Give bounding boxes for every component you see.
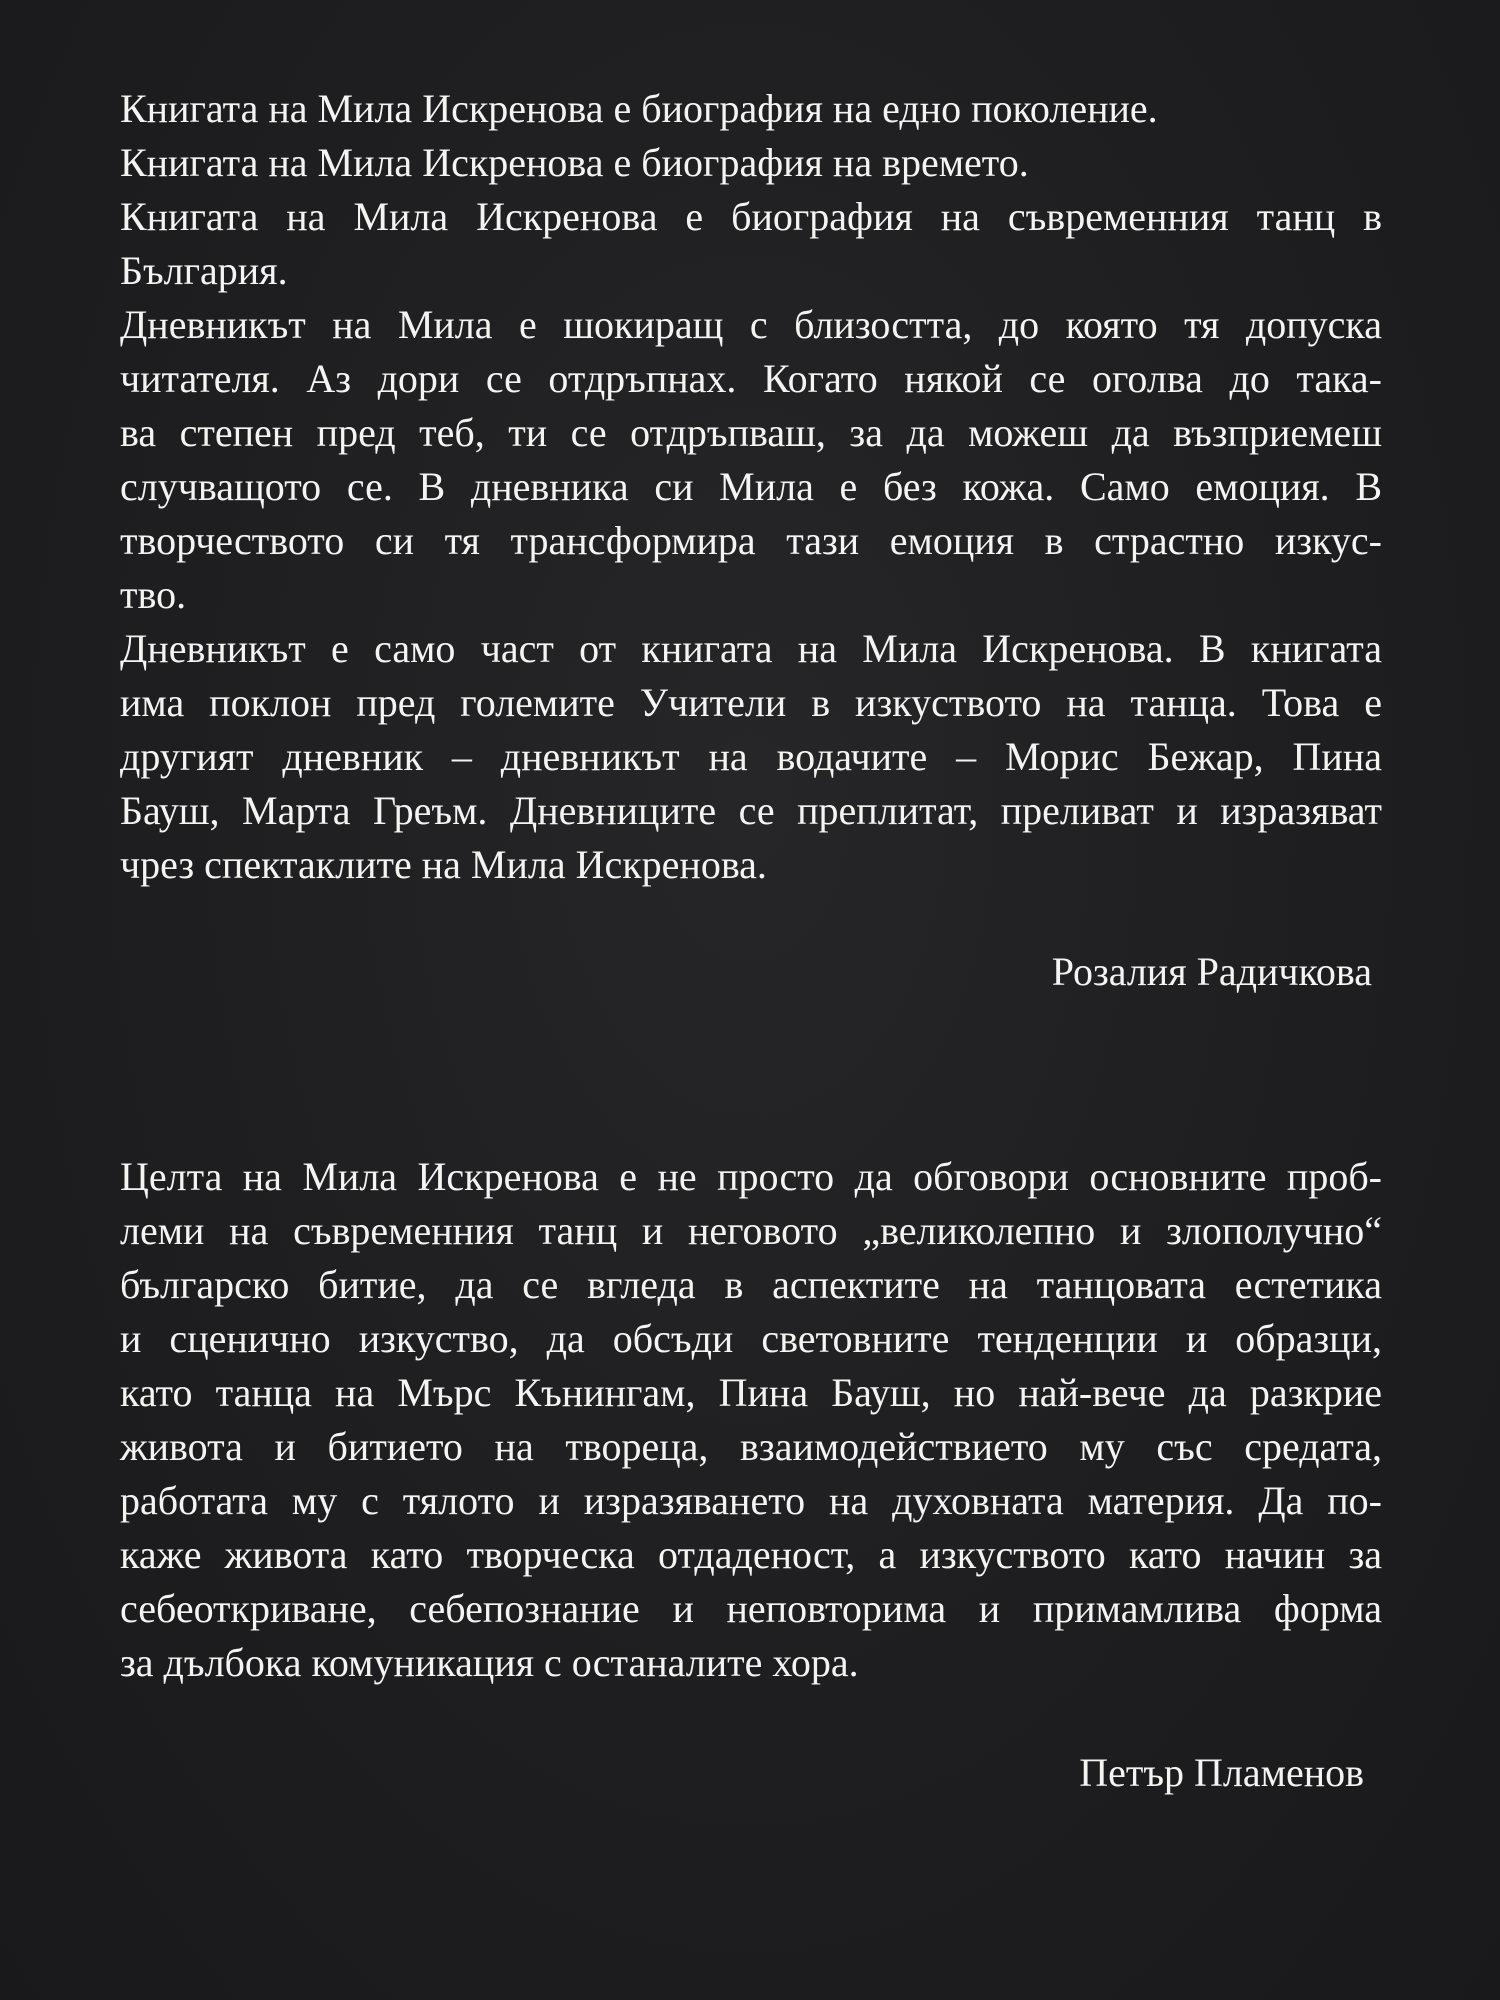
text-line: ва степен пред теб, ти се отдръпваш, за да можеш да възприемеш bbox=[120, 410, 1382, 455]
text-line: Дневникът е само част от книгата на Мила Искренова. В книгата bbox=[120, 626, 1382, 671]
text-line: Книгата на Мила Искренова е биография на едно поколение. bbox=[120, 86, 1158, 131]
text-line: Бауш, Марта Греъм. Дневниците се преплитат, преливат и изразяват bbox=[120, 788, 1382, 833]
text-line: Целта на Мила Искренова е не просто да обговори основните проб- bbox=[120, 1154, 1382, 1199]
review-2-author: Петър Пламенов bbox=[1079, 1750, 1364, 1795]
text-line: работата му с тялото и изразяването на духовната материя. Да по- bbox=[120, 1478, 1382, 1523]
review-2-text bbox=[120, 1150, 1382, 1690]
text-line: Дневникът на Мила е шокиращ с близостта, до която тя допуска bbox=[120, 302, 1382, 347]
text-line: има поклон пред големите Учители в изкуството на танца. Това е bbox=[120, 680, 1382, 725]
text-line: Книгата на Мила Искренова е биография на съвременния танц в bbox=[120, 194, 1382, 239]
text-line: леми на съвременния танц и неговото „великолепно и злополучно“ bbox=[120, 1208, 1382, 1253]
text-line: и сценично изкуство, да обсъди световните тенденции и образци, bbox=[120, 1316, 1382, 1361]
text-line: българско битие, да се вгледа в аспектите на танцовата естетика bbox=[120, 1262, 1382, 1307]
review-1-author: Розалия Радичкова bbox=[1051, 949, 1372, 994]
text-line: другият дневник – дневникът на водачите – Морис Бежар, Пина bbox=[120, 734, 1382, 779]
text-line: случващото се. В дневника си Мила е без кожа. Само емоция. В bbox=[120, 464, 1382, 509]
text-line: себеоткриване, себепознание и неповторима и примамлива форма bbox=[120, 1586, 1382, 1631]
text-line: за дълбока комуникация с останалите хора. bbox=[120, 1640, 859, 1685]
text-line: тво. bbox=[120, 572, 187, 617]
text-line: творчеството си тя трансформира тази емоция в страстно изкус- bbox=[120, 518, 1382, 563]
text-line: каже живота като творческа отдаденост, а изкуството като начин за bbox=[120, 1532, 1382, 1577]
text-line: като танца на Мърс Кънингам, Пина Бауш, но най-вече да разкрие bbox=[120, 1370, 1382, 1415]
text-line: Книгата на Мила Искренова е биография на времето. bbox=[120, 140, 1029, 185]
text-line: живота и битието на твореца, взаимодействието му със средата, bbox=[120, 1424, 1382, 1469]
review-1-text bbox=[120, 82, 1382, 892]
text-line: България. bbox=[120, 248, 288, 293]
text-line: читателя. Аз дори се отдръпнах. Когато някой се оголва до така- bbox=[120, 356, 1382, 401]
text-line: чрез спектаклите на Мила Искренова. bbox=[120, 842, 767, 887]
